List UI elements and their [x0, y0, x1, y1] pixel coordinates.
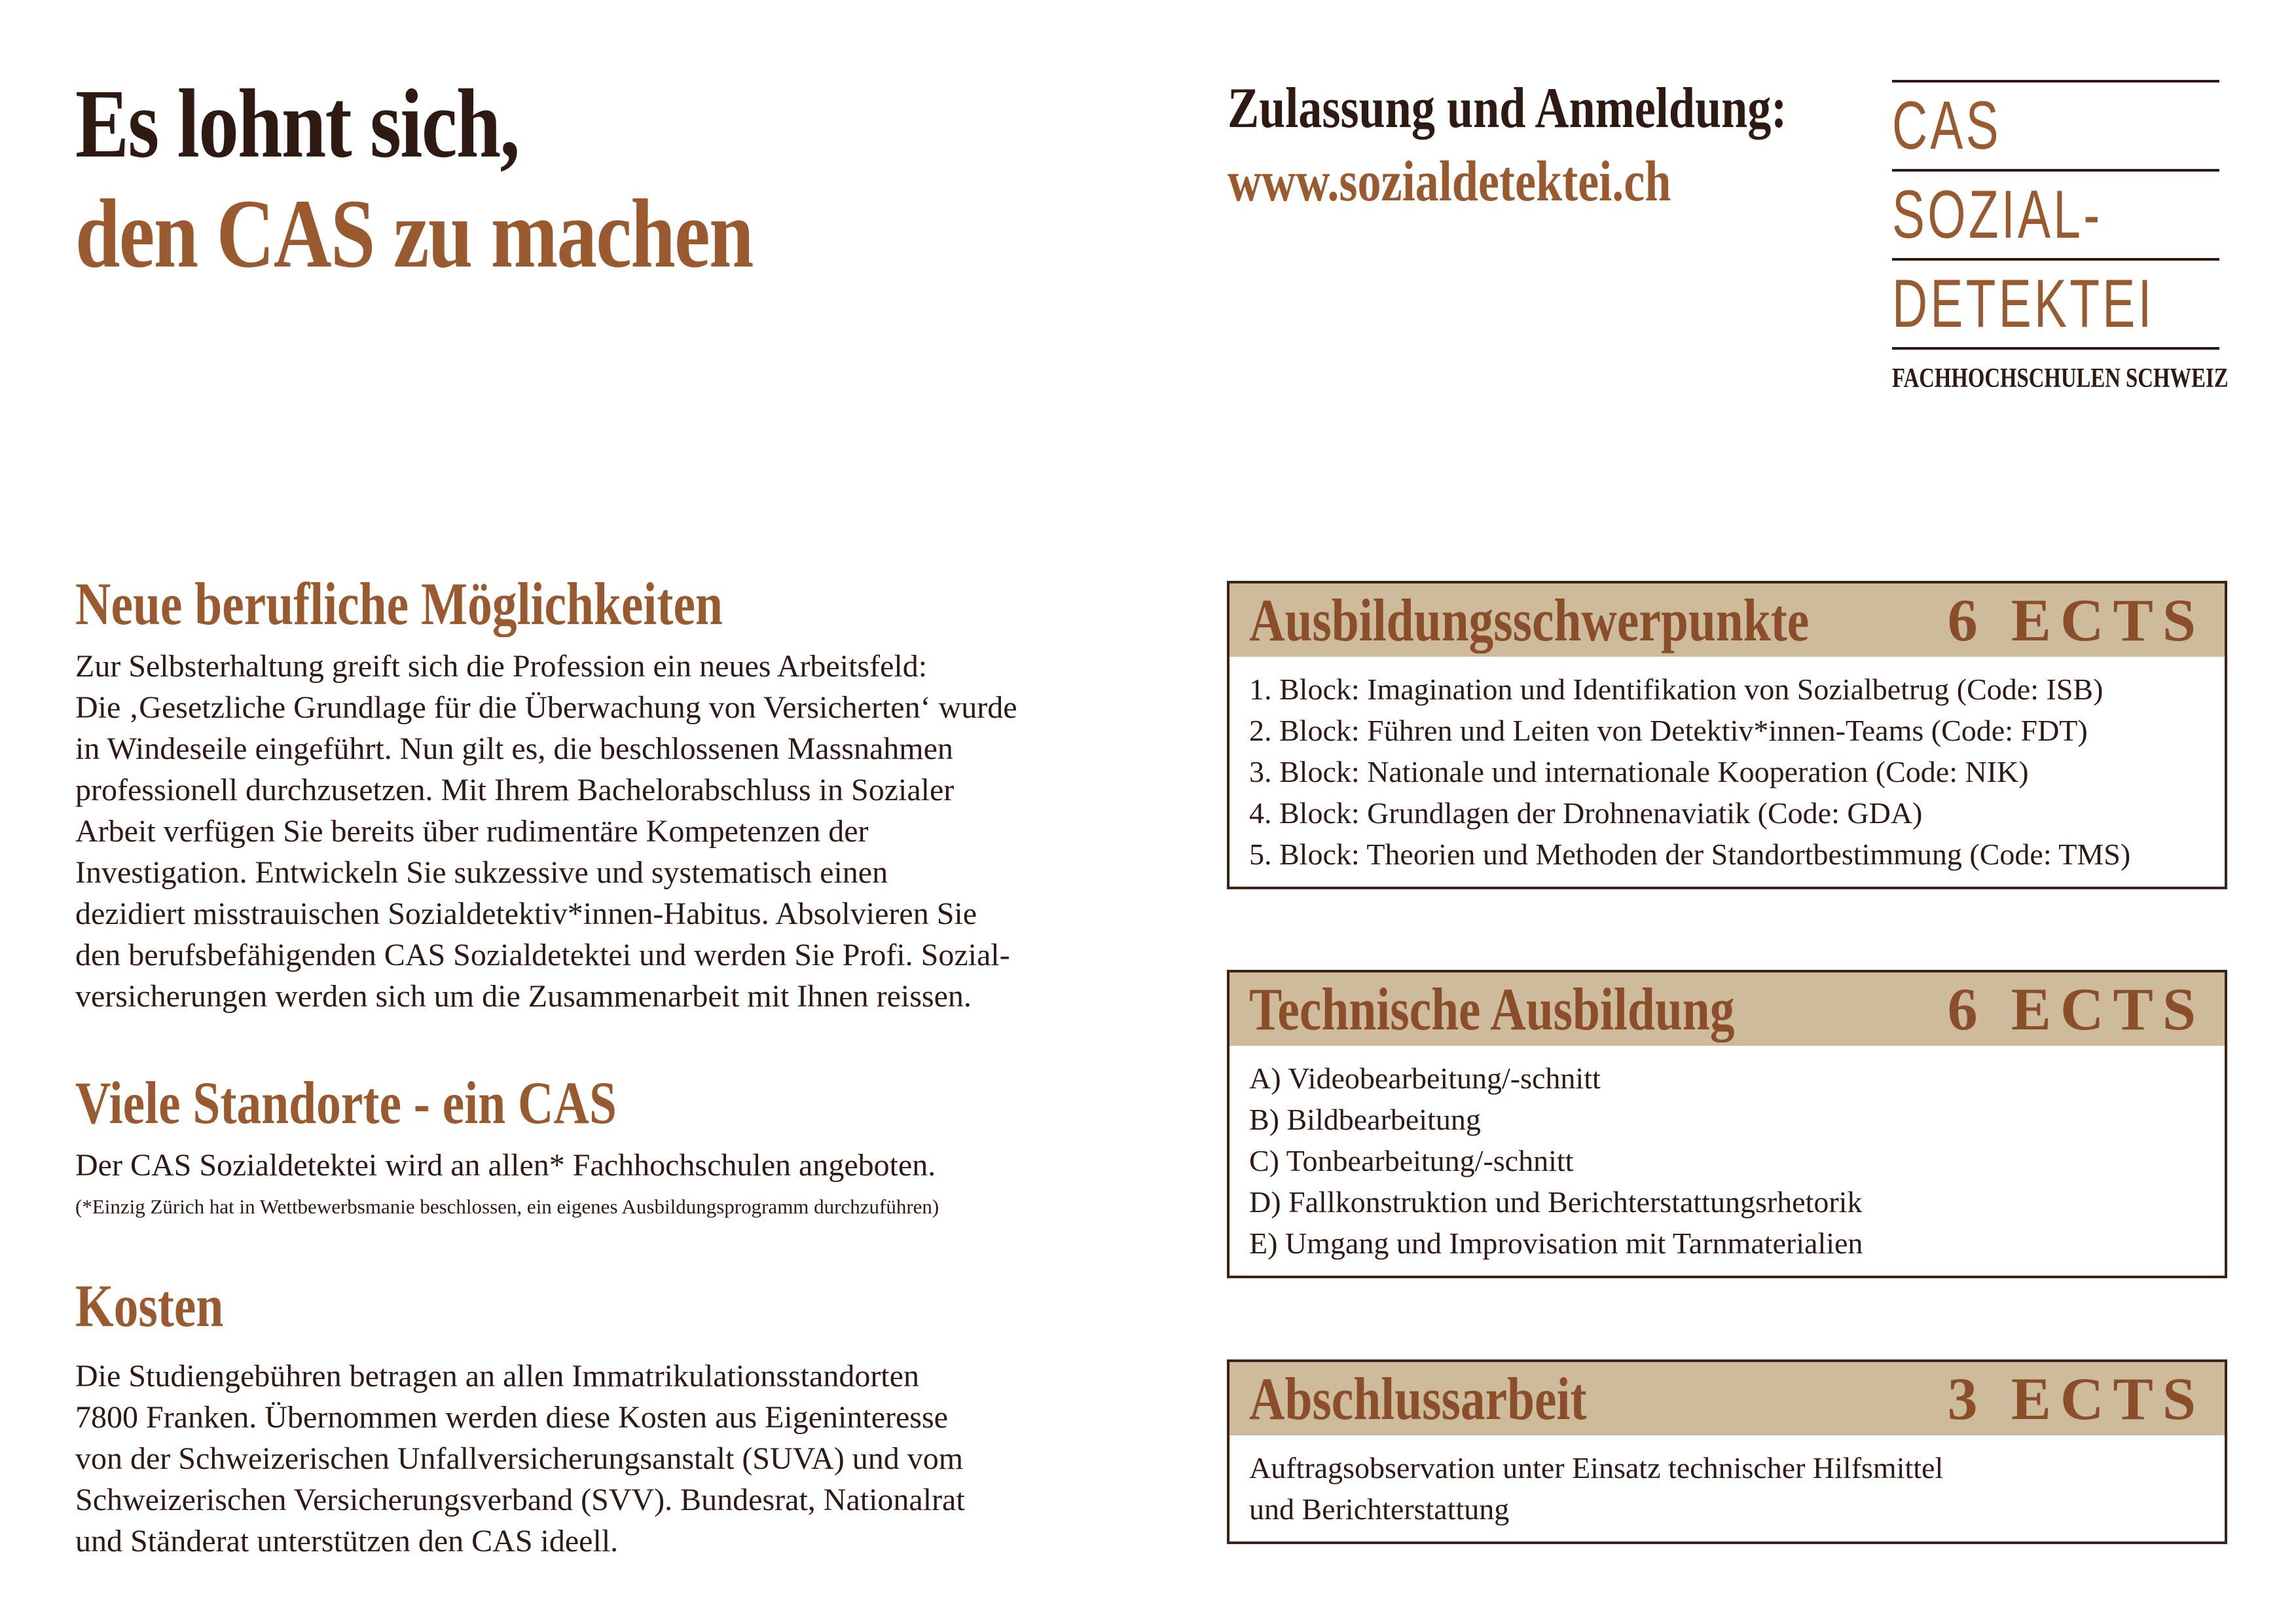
- module-box-header: [1230, 972, 2225, 1046]
- costs-line: Die Studiengebühren betragen an allen Immatrikulationsstandorten: [75, 1359, 919, 1393]
- headline-line-2: den CAS zu machen: [75, 179, 753, 288]
- section-title-costs: Kosten: [75, 1272, 224, 1339]
- ects-badge: 6 ECTS: [1947, 587, 2205, 654]
- section-title-opportunities: Neue berufliche Möglichkeiten: [75, 570, 723, 637]
- opportunities-line: Arbeit verfügen Sie bereits über rudimentäre Kompetenzen der: [75, 814, 869, 849]
- module-item: D) Fallkonstruktion und Berichterstattungsrhetorik: [1249, 1185, 1863, 1219]
- module-item: und Berichterstattung: [1249, 1492, 1510, 1526]
- module-box-technical: [1227, 970, 2227, 1278]
- costs-text: [75, 1356, 965, 1562]
- opportunities-line: Investigation. Entwickeln Sie sukzessive und systematisch einen: [75, 855, 888, 890]
- module-item: 2. Block: Führen und Leiten von Detektiv*innen-Teams (Code: FDT): [1249, 714, 2088, 747]
- registration-label: Zulassung und Anmeldung:: [1228, 77, 1787, 140]
- module-item: 3. Block: Nationale und internationale Kooperation (Code: NIK): [1249, 755, 2029, 788]
- registration-url-link[interactable]: www.sozialdetektei.ch: [1228, 150, 1671, 213]
- opportunities-line: in Windeseile eingeführt. Nun gilt es, die beschlossenen Massnahmen: [75, 731, 953, 766]
- module-box-body: [1230, 1046, 2225, 1276]
- logo-word-detektei: DETEKTEI: [1892, 266, 2155, 342]
- logo-rule: [1892, 347, 2219, 350]
- costs-line: von der Schweizerischen Unfallversicherungsanstalt (SUVA) und vom: [75, 1441, 964, 1476]
- opportunities-line: professionell durchzusetzen. Mit Ihrem Bachelorabschluss in Sozialer: [75, 773, 955, 807]
- module-item: A) Videobearbeitung/-schnitt: [1249, 1061, 1601, 1095]
- module-box-title: Ausbildungsschwerpunkte: [1249, 587, 1810, 654]
- module-box-body: [1230, 1435, 2225, 1541]
- logo-word-sozial: SOZIAL-: [1892, 177, 2103, 253]
- module-item: 1. Block: Imagination und Identifikation von Sozialbetrug (Code: ISB): [1249, 673, 2104, 706]
- module-item: E) Umgang und Improvisation mit Tarnmaterialien: [1249, 1227, 1863, 1260]
- module-item: B) Bildbearbeitung: [1249, 1103, 1481, 1136]
- opportunities-line: versicherungen werden sich um die Zusammenarbeit mit Ihnen reissen.: [75, 979, 972, 1014]
- module-item: 4. Block: Grundlagen der Drohnenaviatik (Code: GDA): [1249, 796, 1923, 830]
- module-box-title: Abschlussarbeit: [1249, 1365, 1587, 1432]
- page-headline: [75, 69, 902, 289]
- logo-word-cas: CAS: [1892, 88, 2001, 164]
- cas-logo: [1892, 80, 2229, 394]
- module-box-thesis: [1227, 1359, 2227, 1544]
- module-box-header: [1230, 1362, 2225, 1435]
- opportunities-line: den berufsbefähigenden CAS Sozialdetektei und werden Sie Profi. Sozial-: [75, 938, 1010, 972]
- module-item: Auftragsobservation unter Einsatz technischer Hilfsmittel: [1249, 1451, 1944, 1485]
- section-title-locations: Viele Standorte - ein CAS: [75, 1069, 617, 1136]
- costs-line: 7800 Franken. Übernommen werden diese Kosten aus Eigeninteresse: [75, 1400, 948, 1435]
- locations-footnote: (*Einzig Zürich hat in Wettbewerbsmanie beschlossen, ein eigenes Ausbildungsprogramm durchzuführen): [75, 1195, 939, 1218]
- module-box-focus: [1227, 581, 2227, 889]
- headline-line-1: Es lohnt sich,: [75, 69, 519, 178]
- locations-text: Der CAS Sozialdetektei wird an allen* Fachhochschulen angeboten.: [75, 1148, 936, 1183]
- costs-line: und Ständerat unterstützen den CAS ideell.: [75, 1524, 619, 1559]
- opportunities-line: Die ‚Gesetzliche Grundlage für die Überwachung von Versicherten‘ wurde: [75, 690, 1017, 725]
- opportunities-text: [75, 646, 1017, 1017]
- costs-line: Schweizerischen Versicherungsverband (SVV). Bundesrat, Nationalrat: [75, 1483, 965, 1517]
- module-box-body: [1230, 657, 2225, 887]
- logo-subtitle: FACHHOCHSCHULEN SCHWEIZ: [1892, 363, 2229, 394]
- module-item: C) Tonbearbeitung/-schnitt: [1249, 1144, 1574, 1177]
- module-box-header: [1230, 583, 2225, 657]
- module-item: 5. Block: Theorien und Methoden der Standortbestimmung (Code: TMS): [1249, 838, 2131, 871]
- ects-badge: 3 ECTS: [1947, 1365, 2205, 1432]
- opportunities-line: dezidiert misstrauischen Sozialdetektiv*innen-Habitus. Absolvieren Sie: [75, 896, 977, 931]
- registration-block: [1228, 72, 1910, 219]
- module-box-title: Technische Ausbildung: [1249, 976, 1735, 1043]
- opportunities-line: Zur Selbsterhaltung greift sich die Profession ein neues Arbeitsfeld:: [75, 649, 928, 684]
- ects-badge: 6 ECTS: [1947, 976, 2205, 1043]
